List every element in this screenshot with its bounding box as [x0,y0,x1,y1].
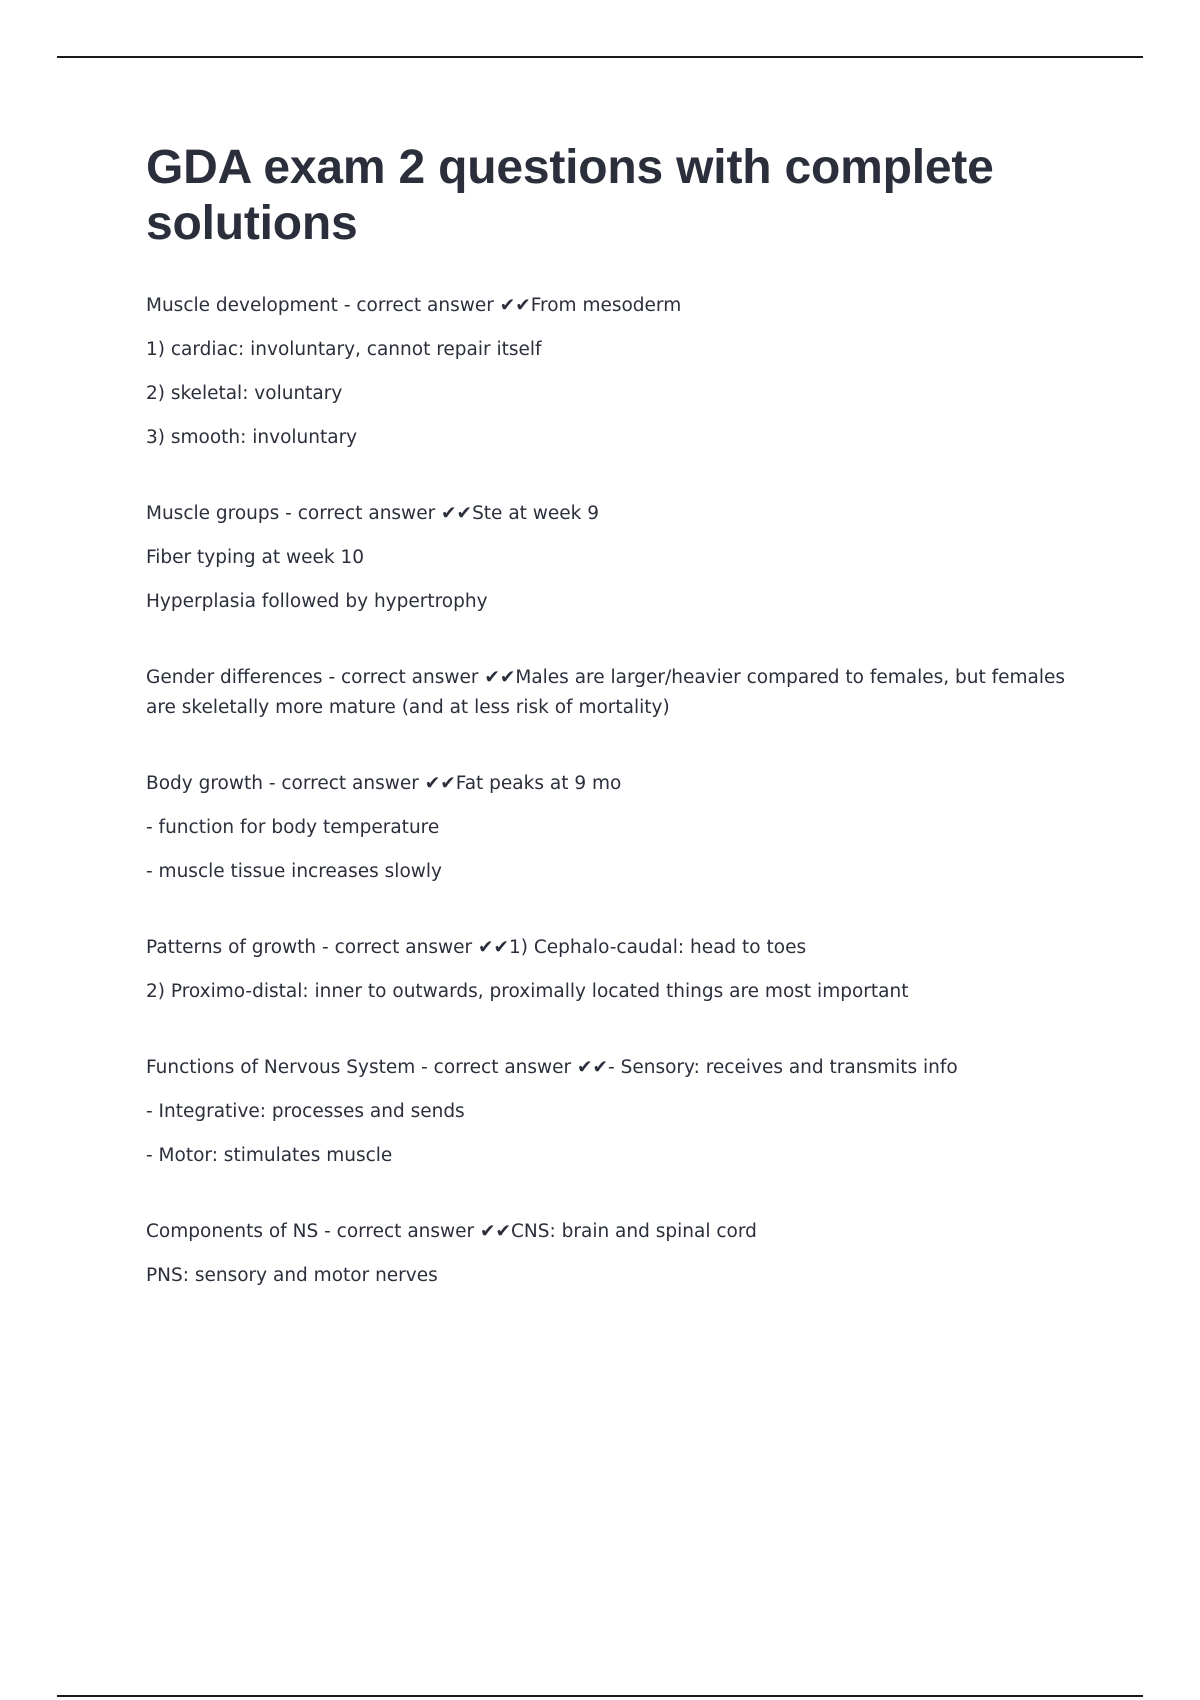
qa-entry-patterns-of-growth [146,933,1096,1007]
qa-answer-line: - function for body temperature [146,817,440,838]
qa-answer-line: 3) smooth: involuntary [146,427,358,448]
qa-entry-body-growth [146,769,1096,887]
qa-answer-line: PNS: sensory and motor nerves [146,1265,438,1286]
qa-answer-line: 1) cardiac: involuntary, cannot repair itself [146,339,542,360]
qa-answer-line: Fiber typing at week 10 [146,547,364,568]
qa-entry-functions-of-nervous-system [146,1053,1096,1171]
qa-answer-line: - Motor: stimulates muscle [146,1145,393,1166]
qa-entry-muscle-development [146,291,1096,453]
qa-entry-muscle-groups [146,499,1096,617]
qa-answer-line: Hyperplasia followed by hypertrophy [146,591,488,612]
qa-question-line: Patterns of growth - correct answer ✔✔1) Cephalo-caudal: head to toes [146,937,807,958]
qa-entry-gender-differences [146,663,1096,723]
qa-answer-line: 2) skeletal: voluntary [146,383,343,404]
qa-question-line: Functions of Nervous System - correct answer ✔✔- Sensory: receives and transmits info [146,1057,958,1078]
top-rule [57,56,1143,58]
qa-question-line: Components of NS - correct answer ✔✔CNS: brain and spinal cord [146,1221,757,1242]
qa-question-line: Body growth - correct answer ✔✔Fat peaks at 9 mo [146,773,622,794]
bottom-rule [57,1695,1143,1697]
qa-entry-components-of-ns [146,1217,1096,1291]
qa-answer-line: - muscle tissue increases slowly [146,861,442,882]
qa-answer-line: - Integrative: processes and sends [146,1101,465,1122]
qa-question-line: Gender differences - correct answer ✔✔Males are larger/heavier compared to females, but females are skeletally more mature (and at less risk of mortality) [146,667,1066,718]
document-title: GDA exam 2 questions with complete solutions [146,141,994,250]
qa-list [146,291,1096,1291]
qa-question-line: Muscle development - correct answer ✔✔From mesoderm [146,295,682,316]
document-body [146,140,1096,1337]
qa-answer-line: 2) Proximo-distal: inner to outwards, proximally located things are most important [146,981,909,1002]
qa-question-line: Muscle groups - correct answer ✔✔Ste at week 9 [146,503,600,524]
